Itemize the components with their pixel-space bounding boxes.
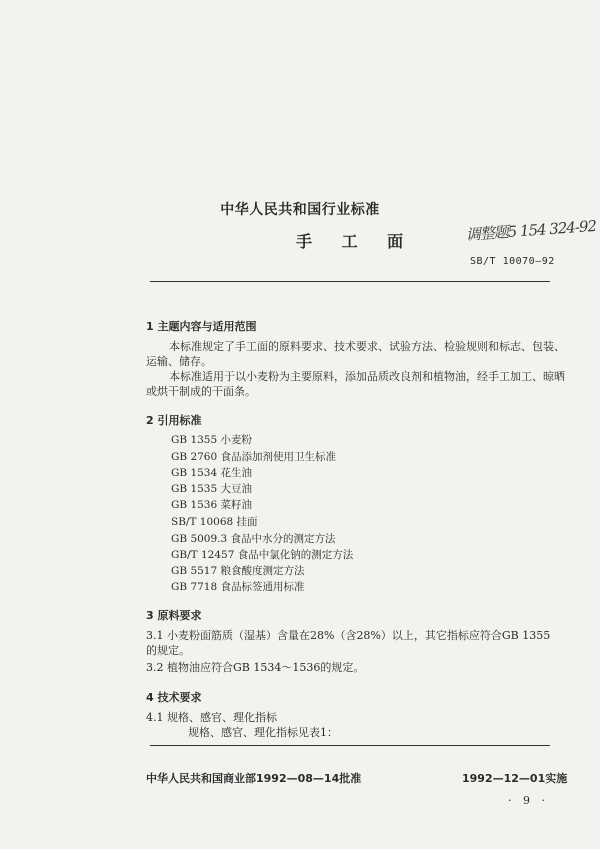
standard-title: 中华人民共和国行业标准 [220, 202, 380, 218]
reference-item: GB 1534 花生油 [171, 467, 253, 479]
section-4-item1-sub: 规格、感官、理化指标见表1： [188, 726, 338, 739]
document-title: 手 工 面 [296, 232, 416, 251]
standard-code: SB/T 10070—92 [470, 256, 555, 267]
implementation-date: 1992—12—01实施 [462, 772, 568, 785]
section-4-heading: 4 技术要求 [146, 691, 202, 704]
reference-item: GB 1355 小麦粉 [171, 434, 253, 446]
approval-line: 中华人民共和国商业部1992—08—14批准 [146, 772, 362, 785]
handwritten-note: 调整题5 154 324-92 [465, 216, 597, 244]
reference-item: GB 7718 食品标签通用标准 [171, 581, 305, 593]
section-3-item1-line2: 的规定。 [146, 644, 190, 657]
reference-item: GB 1535 大豆油 [171, 483, 253, 495]
reference-item: GB 2760 食品添加剂使用卫生标准 [171, 451, 337, 463]
section-3-item2: 3.2 植物油应符合GB 1534～1536的规定。 [146, 661, 365, 674]
section-3-heading: 3 原料要求 [146, 609, 202, 622]
page-number: · 9 · [508, 794, 549, 807]
footer-rule [150, 745, 550, 746]
section-1-heading: 1 主题内容与适用范围 [146, 320, 257, 333]
section-1-para1-line2: 运输、储存。 [146, 355, 212, 368]
section-1-para2-line2: 或烘干制成的干面条。 [146, 385, 256, 398]
section-4-item1: 4.1 规格、感官、理化指标 [146, 711, 277, 724]
section-2-heading: 2 引用标准 [146, 414, 202, 427]
header-rule [150, 281, 550, 282]
reference-item: GB 5009.3 食品中水分的测定方法 [171, 533, 336, 545]
reference-item: SB/T 10068 挂面 [171, 516, 258, 528]
reference-item: GB/T 12457 食品中氯化钠的测定方法 [171, 549, 354, 561]
section-1-para2-line1: 本标准适用于以小麦粉为主要原料，添加品质改良剂和植物油，经手工加工、晾晒 [169, 370, 565, 383]
reference-item: GB 5517 粮食酸度测定方法 [171, 565, 305, 577]
reference-item: GB 1536 菜籽油 [171, 499, 253, 511]
section-1-para1-line1: 本标准规定了手工面的原料要求、技术要求、试验方法、检验规则和标志、包装、 [169, 340, 565, 353]
section-3-item1-line1: 3.1 小麦粉面筋质（湿基）含量在28%（含28%）以上，其它指标应符合GB 1355 [146, 629, 551, 642]
